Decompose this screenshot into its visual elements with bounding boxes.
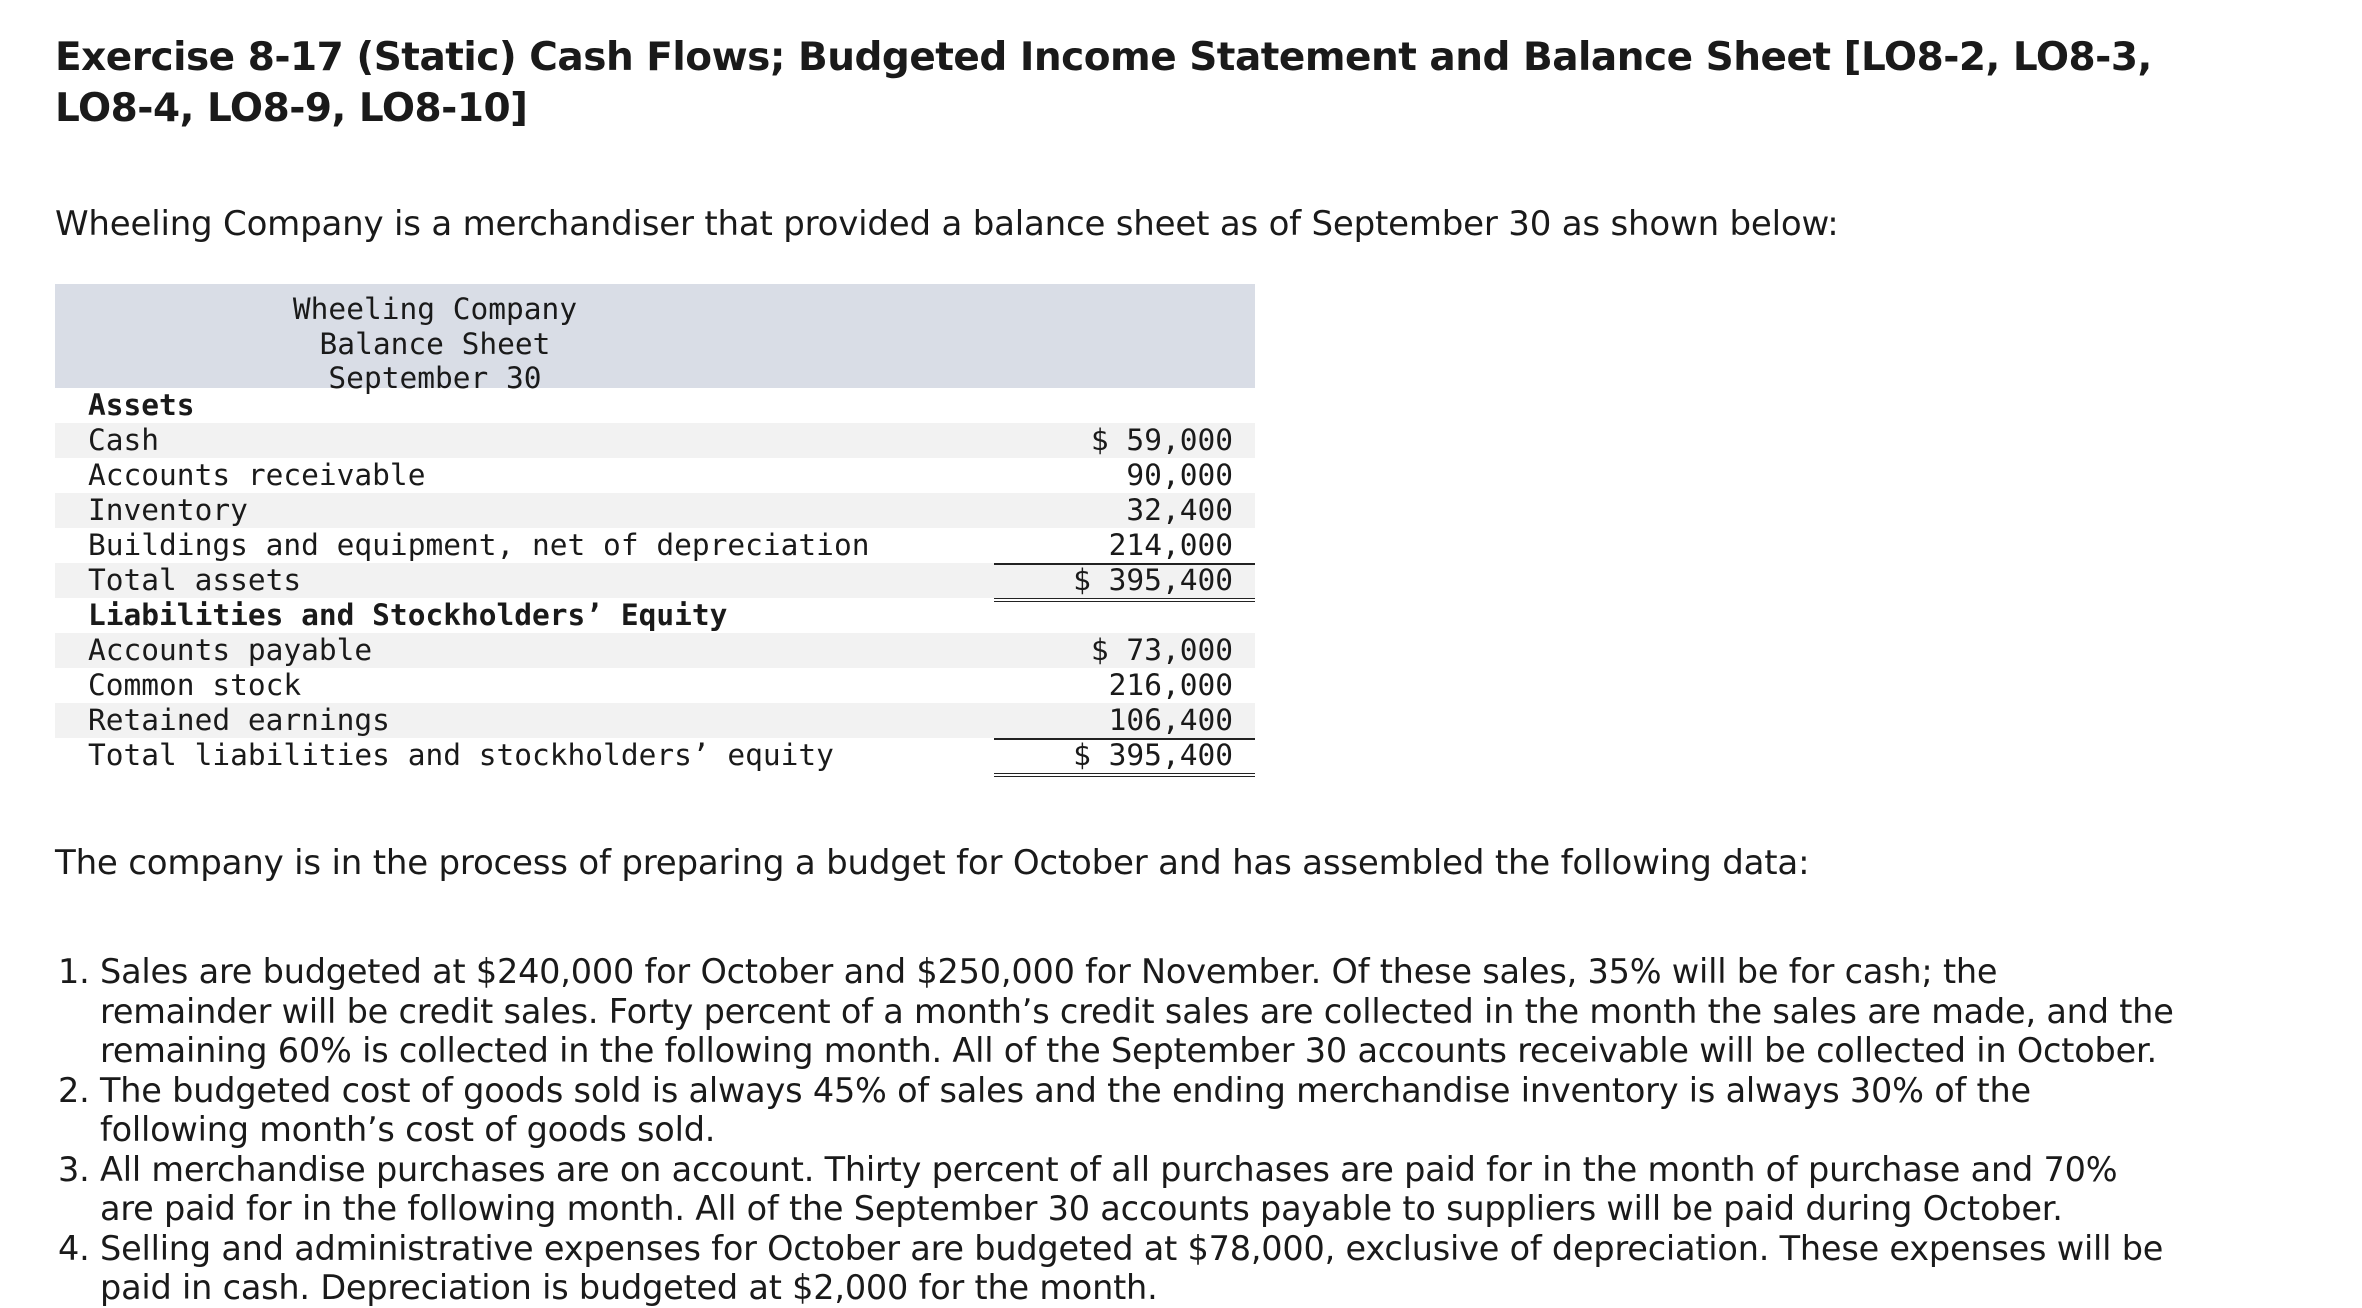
statement-date: September 30 — [328, 361, 542, 395]
table-row — [55, 738, 1255, 773]
list-item: 4. Selling and administrative expenses for October are budgeted at $78,000, exclusive of depreciation. These expenses will be paid in cash. Depreciation is budgeted at $2,000 for the month. — [100, 1229, 2175, 1308]
table-row — [55, 423, 1255, 458]
assets-heading: Assets — [88, 388, 195, 422]
total-assets-label: Total assets — [88, 563, 302, 597]
ar-value: 90,000 — [1126, 458, 1233, 492]
company-name: Wheeling Company — [292, 292, 578, 326]
table-row — [55, 563, 1255, 598]
table-row — [55, 528, 1255, 563]
budget-intro-text: The company is in the process of preparing a budget for October and has assembled the following data: — [55, 843, 1810, 883]
table-row — [55, 458, 1255, 493]
table-row — [55, 703, 1255, 738]
liabilities-heading-row — [55, 598, 1255, 633]
common-stock-value: 216,000 — [1108, 668, 1233, 702]
table-row — [55, 633, 1255, 668]
balance-sheet-header — [55, 284, 1255, 395]
list-item: 3. All merchandise purchases are on account. Thirty percent of all purchases are paid for in the month of purchase and 70% are paid for in the following month. All of the September 30 accounts payable to suppliers will be paid during October. — [100, 1150, 2175, 1229]
exercise-title: Exercise 8-17 (Static) Cash Flows; Budgeted Income Statement and Balance Sheet [LO8-2, LO8-3, LO8-4, LO8-9, LO8-10] — [55, 35, 2152, 131]
table-row — [55, 493, 1255, 528]
assets-heading-row — [55, 388, 1255, 423]
common-stock-label: Common stock — [88, 668, 302, 702]
retained-earnings-label: Retained earnings — [88, 703, 390, 737]
ap-value: $ 73,000 — [1090, 633, 1233, 667]
ar-label: Accounts receivable — [88, 458, 426, 492]
inventory-label: Inventory — [88, 493, 248, 527]
table-row — [55, 668, 1255, 703]
total-liabilities-value: $ 395,400 — [1073, 738, 1233, 772]
cash-value: $ 59,000 — [1090, 423, 1233, 457]
list-item: 1. Sales are budgeted at $240,000 for October and $250,000 for November. Of these sales, 35% will be for cash; the remainder will be credit sales. Forty percent of a month’s credit sales are collected in the month the sales are made, and the remaining 60% is collected in the following month. All of the September 30 accounts receivable will be collected in October. — [100, 952, 2175, 1071]
exercise-page — [55, 32, 2175, 1307]
retained-earnings-value: 106,400 — [1108, 703, 1233, 737]
total-assets-value: $ 395,400 — [1073, 563, 1233, 597]
cash-label: Cash — [88, 423, 160, 457]
budget-data-list — [55, 952, 2175, 1308]
buildings-value: 214,000 — [1108, 528, 1233, 562]
buildings-label: Buildings and equipment, net of depreciation — [88, 528, 870, 562]
intro-text: Wheeling Company is a merchandiser that provided a balance sheet as of September 30 as shown below: — [55, 204, 1839, 244]
list-item: 2. The budgeted cost of goods sold is always 45% of sales and the ending merchandise inventory is always 30% of the following month’s cost of goods sold. — [100, 1071, 2175, 1150]
ap-label: Accounts payable — [88, 633, 373, 667]
balance-sheet-table — [55, 284, 1255, 773]
statement-name: Balance Sheet — [319, 326, 551, 361]
liabilities-heading: Liabilities and Stockholders’ Equity — [88, 598, 728, 632]
total-liabilities-label: Total liabilities and stockholders’ equity — [88, 738, 834, 772]
inventory-value: 32,400 — [1126, 493, 1233, 527]
